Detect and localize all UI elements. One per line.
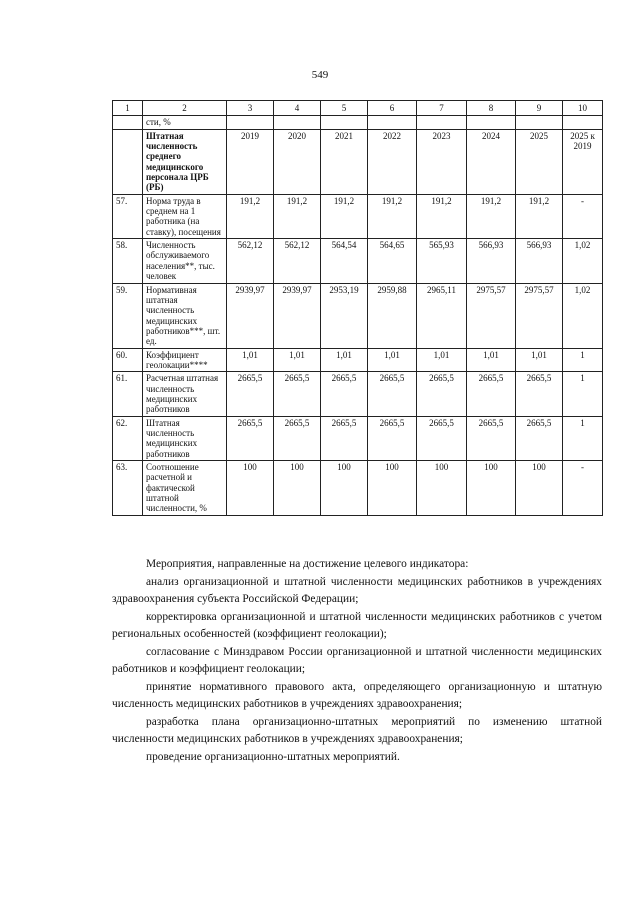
indicator-value: 191,2 [227,194,274,238]
table-row [113,416,603,460]
column-header: 5 [321,101,368,116]
table-row [113,283,603,348]
table-row [113,461,603,516]
indicator-value: 2665,5 [467,372,516,416]
measure-item: корректировка организационной и штатной численности медицинских работников с учетом региональных особенностей (коэффициент геолокации); [112,610,602,640]
row-number: 57. [113,194,143,238]
indicator-value [417,116,467,129]
indicator-name: Штатная численность среднего медицинского персонала ЦРБ (РБ) [143,129,227,194]
indicator-value [516,116,563,129]
indicator-value: 100 [321,461,368,516]
indicator-value: 2665,5 [227,416,274,460]
column-header: 8 [467,101,516,116]
indicator-value: 191,2 [368,194,417,238]
indicator-value: 100 [368,461,417,516]
column-header: 9 [516,101,563,116]
indicator-value: - [563,461,603,516]
table-row [113,372,603,416]
indicator-value [467,116,516,129]
indicator-value: 2665,5 [516,372,563,416]
indicator-value: 1 [563,348,603,372]
column-header: 2 [143,101,227,116]
indicator-value: 100 [467,461,516,516]
indicator-name: Коэффициент геолокации**** [143,348,227,372]
indicator-value: 1,01 [274,348,321,372]
indicator-name: Соотношение расчетной и фактической штатной численности, % [143,461,227,516]
indicator-value: 1 [563,416,603,460]
row-number: 58. [113,239,143,283]
indicator-value: - [563,194,603,238]
indicator-name: Штатная численность медицинских работников [143,416,227,460]
indicator-value: 2665,5 [516,416,563,460]
indicator-value: 2939,97 [274,283,321,348]
indicator-value: 1 [563,372,603,416]
indicator-value: 191,2 [321,194,368,238]
table-row [113,194,603,238]
row-number: 63. [113,461,143,516]
indicator-value: 1,01 [417,348,467,372]
column-header: 10 [563,101,603,116]
column-header: 3 [227,101,274,116]
row-number: 60. [113,348,143,372]
document-body [112,556,602,766]
indicator-value: 2025 к 2019 [563,129,603,194]
table-header-row [113,101,603,116]
table-row [113,348,603,372]
measure-item: анализ организационной и штатной численности медицинских работников в учреждениях здравоохранения субъекта Российской Федерации; [112,575,602,605]
page-number: 549 [311,69,329,81]
section-intro: Мероприятия, направленные на достижение целевого индикатора: [146,558,469,570]
indicator-value [274,116,321,129]
indicator-value [321,116,368,129]
column-header: 1 [113,101,143,116]
column-header: 7 [417,101,467,116]
row-number [113,129,143,194]
indicator-value: 2020 [274,129,321,194]
measure-item: принятие нормативного правового акта, определяющего организационную и штатную численность медицинских работников в учреждениях здравоохранения; [112,680,602,710]
indicator-value: 2665,5 [274,416,321,460]
indicator-value: 565,93 [417,239,467,283]
column-header: 6 [368,101,417,116]
indicator-value: 191,2 [417,194,467,238]
indicator-value: 566,93 [467,239,516,283]
indicator-name: Нормативная штатная численность медицинских работников***, шт. ед. [143,283,227,348]
indicator-value: 191,2 [274,194,321,238]
indicator-value: 2665,5 [227,372,274,416]
indicator-value: 1,01 [227,348,274,372]
indicator-value: 2939,97 [227,283,274,348]
indicator-value: 562,12 [227,239,274,283]
measure-item: согласование с Минздравом России организационной и штатной численности медицинских работников и коэффициент геолокации; [112,645,602,675]
indicator-name: Расчетная штатная численность медицинских работников [143,372,227,416]
indicator-value: 2025 [516,129,563,194]
indicator-value: 2019 [227,129,274,194]
table-row [113,116,603,129]
indicator-value: 2975,57 [516,283,563,348]
indicator-value: 566,93 [516,239,563,283]
indicator-value: 1,02 [563,239,603,283]
indicator-name: Норма труда в среднем на 1 работника (на ставку), посещения [143,194,227,238]
indicator-value [563,116,603,129]
indicator-value: 100 [274,461,321,516]
indicator-value: 1,01 [368,348,417,372]
indicator-value: 100 [417,461,467,516]
indicator-value: 1,01 [516,348,563,372]
row-number: 59. [113,283,143,348]
column-header: 4 [274,101,321,116]
indicator-value: 2022 [368,129,417,194]
indicator-value: 2665,5 [321,372,368,416]
indicator-value: 2665,5 [274,372,321,416]
indicator-value: 2024 [467,129,516,194]
indicator-value: 100 [516,461,563,516]
indicator-value: 2965,11 [417,283,467,348]
indicator-value: 2665,5 [368,372,417,416]
indicator-value: 2665,5 [368,416,417,460]
row-number: 62. [113,416,143,460]
indicator-value: 2021 [321,129,368,194]
indicator-value: 564,54 [321,239,368,283]
indicator-value: 191,2 [516,194,563,238]
indicator-value: 1,02 [563,283,603,348]
indicator-name: сти, % [143,116,227,129]
table-row [113,129,603,194]
indicator-value: 2023 [417,129,467,194]
indicator-value [368,116,417,129]
measure-item: проведение организационно-штатных мероприятий. [146,750,400,763]
indicator-value: 100 [227,461,274,516]
indicator-value: 1,01 [467,348,516,372]
indicator-value: 2953,19 [321,283,368,348]
indicator-value: 2665,5 [417,372,467,416]
indicator-value: 1,01 [321,348,368,372]
indicator-value: 191,2 [467,194,516,238]
indicator-value [227,116,274,129]
indicator-value: 2665,5 [321,416,368,460]
indicator-value: 2959,88 [368,283,417,348]
indicator-value: 2975,57 [467,283,516,348]
indicator-value: 564,65 [368,239,417,283]
indicator-value: 2665,5 [467,416,516,460]
row-number: 61. [113,372,143,416]
indicator-value: 562,12 [274,239,321,283]
indicator-name: Численность обслуживаемого населения**, тыс. человек [143,239,227,283]
table-row [113,239,603,283]
indicator-value: 2665,5 [417,416,467,460]
row-number [113,116,143,129]
measure-item: разработка плана организационно-штатных мероприятий по изменению штатной численности медицинских работников в учреждениях здравоохранения; [112,715,602,745]
indicator-table [112,100,603,516]
